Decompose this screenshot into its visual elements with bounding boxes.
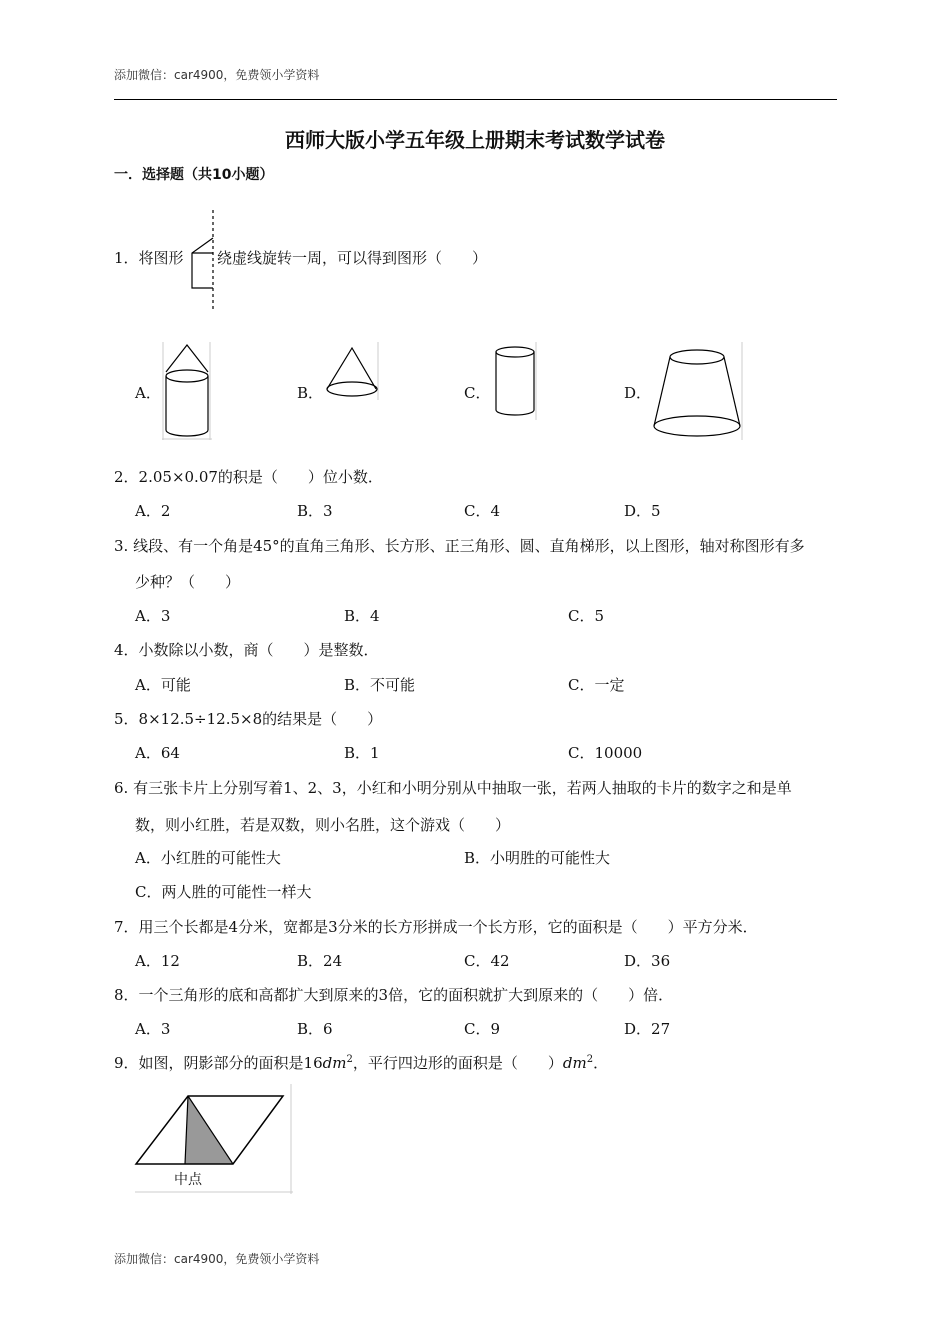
q1-option-d-figure — [650, 342, 744, 440]
question-7: 7．用三个长都是4分米，宽都是3分米的长方形拼成一个长方形，它的面积是（ ）平方分米． — [114, 918, 758, 936]
q1-option-b[interactable]: B． — [297, 384, 324, 402]
q7-option-a[interactable]: A．12 — [135, 952, 180, 970]
question-6-line2: 数，则小红胜，若是双数，则小名胜，这个游戏（ ） — [135, 816, 511, 834]
q6-option-b[interactable]: B．小明胜的可能性大 — [464, 849, 611, 867]
q1-option-c[interactable]: C． — [464, 384, 491, 402]
q1-option-a-figure — [162, 342, 212, 440]
header-rule — [114, 99, 837, 100]
question-9-part1: 9．如图，阴影部分的面积是16 — [114, 1054, 323, 1072]
q2-option-c[interactable]: C．4 — [464, 502, 501, 520]
q8-option-c[interactable]: C．9 — [464, 1020, 501, 1038]
q7-option-c[interactable]: C．42 — [464, 952, 510, 970]
q1-option-a[interactable]: A． — [135, 384, 161, 402]
question-9-exp-2: 2 — [586, 1054, 594, 1065]
question-9 — [114, 1052, 608, 1073]
q2-option-b[interactable]: B．3 — [297, 502, 333, 520]
q3-option-c[interactable]: C．5 — [568, 607, 605, 625]
q2-option-a[interactable]: A．2 — [135, 502, 171, 520]
q8-option-d[interactable]: D．27 — [624, 1020, 671, 1038]
q6-option-c[interactable]: C．两人胜的可能性一样大 — [135, 883, 312, 901]
question-2: 2．2.05×0.07的积是（ ）位小数． — [114, 468, 383, 486]
section-heading: 一．选择题（共10小题） — [114, 167, 274, 183]
q7-option-b[interactable]: B．24 — [297, 952, 343, 970]
question-3-line2: 少种？（ ） — [135, 573, 241, 591]
q1-option-d[interactable]: D． — [624, 384, 652, 402]
q3-option-b[interactable]: B．4 — [344, 607, 380, 625]
question-5: 5．8×12.5÷12.5×8的结果是（ ） — [114, 710, 383, 728]
q8-option-b[interactable]: B．6 — [297, 1020, 333, 1038]
q4-option-b[interactable]: B．不可能 — [344, 676, 416, 694]
q4-option-a[interactable]: A．可能 — [135, 676, 191, 694]
q3-option-a[interactable]: A．3 — [135, 607, 171, 625]
q6-option-a[interactable]: A．小红胜的可能性大 — [135, 849, 281, 867]
question-3-line1: 3. 线段、有一个角是45°的直角三角形、长方形、正三角形、圆、直角梯形，以上图形，轴对称图形有多 — [114, 537, 805, 555]
footer-note: 添加微信：car4900，免费领小学资料 — [114, 1252, 320, 1266]
q5-option-a[interactable]: A．64 — [135, 744, 180, 762]
question-9-unit-2: dm — [562, 1054, 587, 1072]
question-9-unit-1: dm — [322, 1054, 347, 1072]
question-8: 8．一个三角形的底和高都扩大到原来的3倍，它的面积就扩大到原来的（ ）倍． — [114, 986, 674, 1004]
q8-option-a[interactable]: A．3 — [135, 1020, 171, 1038]
question-9-part2: ，平行四边形的面积是（ ） — [352, 1054, 563, 1072]
question-1-prefix: 1．将图形 — [114, 249, 184, 267]
header-note: 添加微信：car4900，免费领小学资料 — [114, 68, 320, 82]
q9-parallelogram-figure — [133, 1084, 293, 1194]
q2-option-d[interactable]: D．5 — [624, 502, 661, 520]
page-title: 西师大版小学五年级上册期末考试数学试卷 — [285, 128, 665, 152]
question-4: 4．小数除以小数，商（ ）是整数． — [114, 641, 379, 659]
q4-option-c[interactable]: C．一定 — [568, 676, 625, 694]
q5-option-b[interactable]: B．1 — [344, 744, 380, 762]
question-9-part3: ． — [593, 1054, 609, 1072]
question-1-suffix: 绕虚线旋转一周，可以得到图形（ ） — [217, 249, 488, 267]
question-6-line1: 6. 有三张卡片上分别写着1、2、3，小红和小明分别从中抽取一张，若两人抽取的卡片的数字之和是单 — [114, 779, 792, 797]
q1-option-b-figure — [322, 342, 380, 400]
q1-option-c-figure — [490, 342, 538, 420]
question-9-exp-1: 2 — [346, 1054, 353, 1065]
q5-option-c[interactable]: C．10000 — [568, 744, 643, 762]
q9-figure-label: 中点 — [174, 1172, 202, 1188]
q7-option-d[interactable]: D．36 — [624, 952, 671, 970]
q1-shape-figure — [186, 208, 216, 312]
